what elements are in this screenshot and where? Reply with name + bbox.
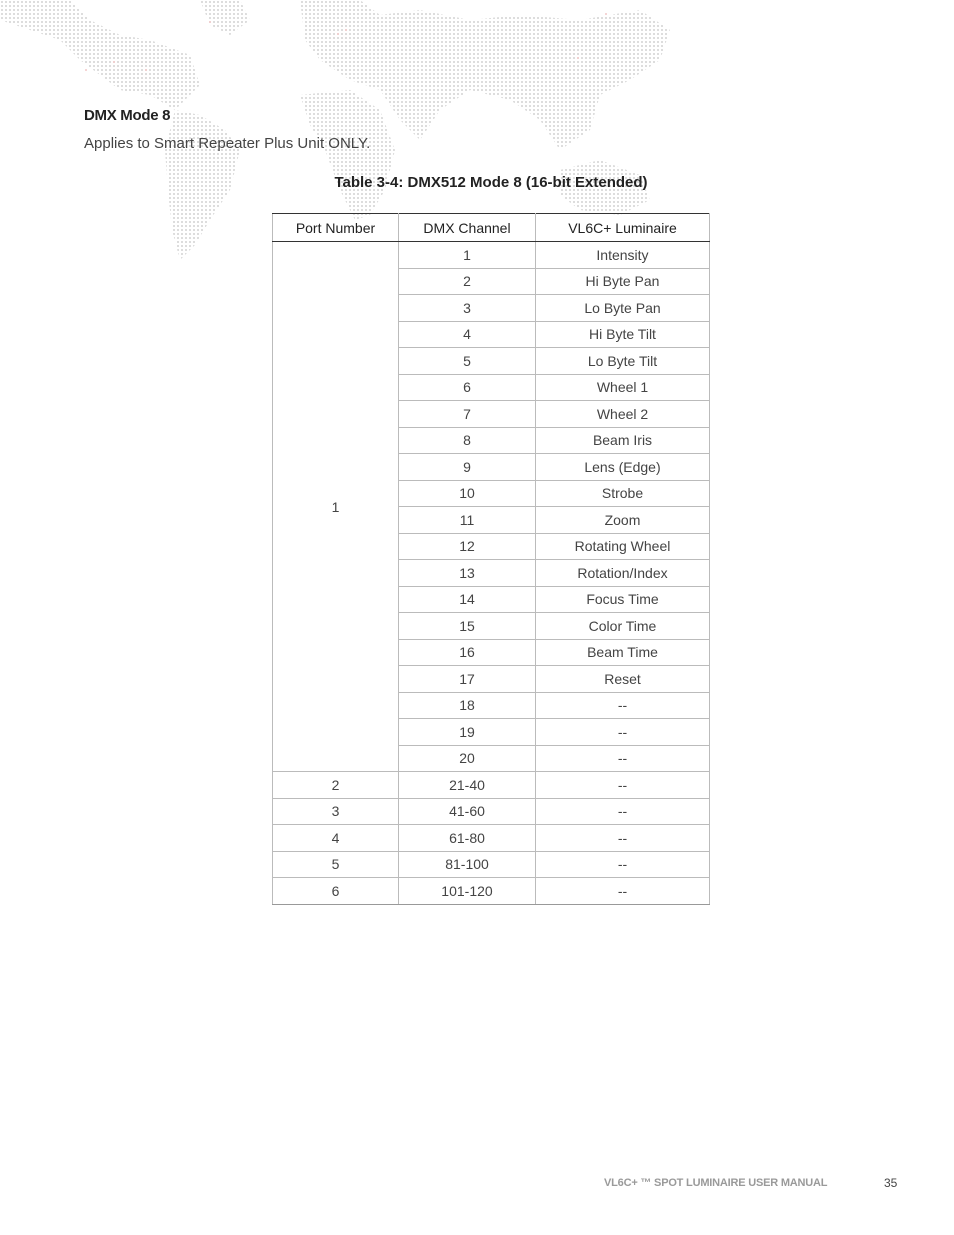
channel-cell: 16 <box>399 639 536 666</box>
port-cell: 5 <box>273 851 399 878</box>
function-cell: -- <box>536 825 710 852</box>
channel-cell: 15 <box>399 613 536 640</box>
channel-cell: 11 <box>399 507 536 534</box>
function-cell: Zoom <box>536 507 710 534</box>
table-row <box>273 878 710 905</box>
function-cell: Lo Byte Tilt <box>536 348 710 375</box>
channel-cell: 10 <box>399 480 536 507</box>
table-header-row <box>273 214 710 242</box>
function-cell: -- <box>536 798 710 825</box>
table-row <box>273 825 710 852</box>
port-cell: 1 <box>273 242 399 772</box>
channel-cell: 81-100 <box>399 851 536 878</box>
function-cell: -- <box>536 772 710 799</box>
function-cell: Lo Byte Pan <box>536 295 710 322</box>
channel-cell: 101-120 <box>399 878 536 905</box>
function-cell: Beam Time <box>536 639 710 666</box>
channel-cell: 17 <box>399 666 536 693</box>
channel-cell: 13 <box>399 560 536 587</box>
port-cell: 2 <box>273 772 399 799</box>
table-row <box>273 242 710 269</box>
channel-cell: 4 <box>399 321 536 348</box>
channel-cell: 2 <box>399 268 536 295</box>
port-cell: 3 <box>273 798 399 825</box>
channel-cell: 41-60 <box>399 798 536 825</box>
channel-cell: 9 <box>399 454 536 481</box>
function-cell: -- <box>536 692 710 719</box>
channel-cell: 19 <box>399 719 536 746</box>
channel-cell: 1 <box>399 242 536 269</box>
function-cell: Intensity <box>536 242 710 269</box>
intro-text: Applies to Smart Repeater Plus Unit ONLY. <box>84 135 371 152</box>
channel-cell: 20 <box>399 745 536 772</box>
section-title: DMX Mode 8 <box>84 107 171 124</box>
header-dmx-channel: DMX Channel <box>399 214 536 242</box>
header-luminaire: VL6C+ Luminaire <box>536 214 710 242</box>
function-cell: Rotation/Index <box>536 560 710 587</box>
function-cell: Beam Iris <box>536 427 710 454</box>
channel-cell: 8 <box>399 427 536 454</box>
channel-cell: 3 <box>399 295 536 322</box>
channel-cell: 21-40 <box>399 772 536 799</box>
function-cell: Hi Byte Tilt <box>536 321 710 348</box>
channel-cell: 61-80 <box>399 825 536 852</box>
channel-cell: 18 <box>399 692 536 719</box>
channel-cell: 14 <box>399 586 536 613</box>
channel-cell: 12 <box>399 533 536 560</box>
function-cell: Rotating Wheel <box>536 533 710 560</box>
table-caption: Table 3-4: DMX512 Mode 8 (16-bit Extended) <box>334 174 648 191</box>
function-cell: Focus Time <box>536 586 710 613</box>
dmx-mode-8-table <box>272 213 710 905</box>
header-port-number: Port Number <box>273 214 399 242</box>
channel-cell: 5 <box>399 348 536 375</box>
footer-manual-title: VL6C+ ™ SPOT LUMINAIRE USER MANUAL <box>604 1177 828 1189</box>
function-cell: Strobe <box>536 480 710 507</box>
function-cell: -- <box>536 719 710 746</box>
function-cell: -- <box>536 851 710 878</box>
channel-cell: 6 <box>399 374 536 401</box>
function-cell: Wheel 1 <box>536 374 710 401</box>
function-cell: Hi Byte Pan <box>536 268 710 295</box>
channel-cell: 7 <box>399 401 536 428</box>
port-cell: 4 <box>273 825 399 852</box>
port-cell: 6 <box>273 878 399 905</box>
function-cell: -- <box>536 745 710 772</box>
page-number: 35 <box>884 1176 898 1190</box>
function-cell: Wheel 2 <box>536 401 710 428</box>
function-cell: -- <box>536 878 710 905</box>
function-cell: Color Time <box>536 613 710 640</box>
function-cell: Lens (Edge) <box>536 454 710 481</box>
function-cell: Reset <box>536 666 710 693</box>
table-row <box>273 851 710 878</box>
table-row <box>273 798 710 825</box>
table-row <box>273 772 710 799</box>
